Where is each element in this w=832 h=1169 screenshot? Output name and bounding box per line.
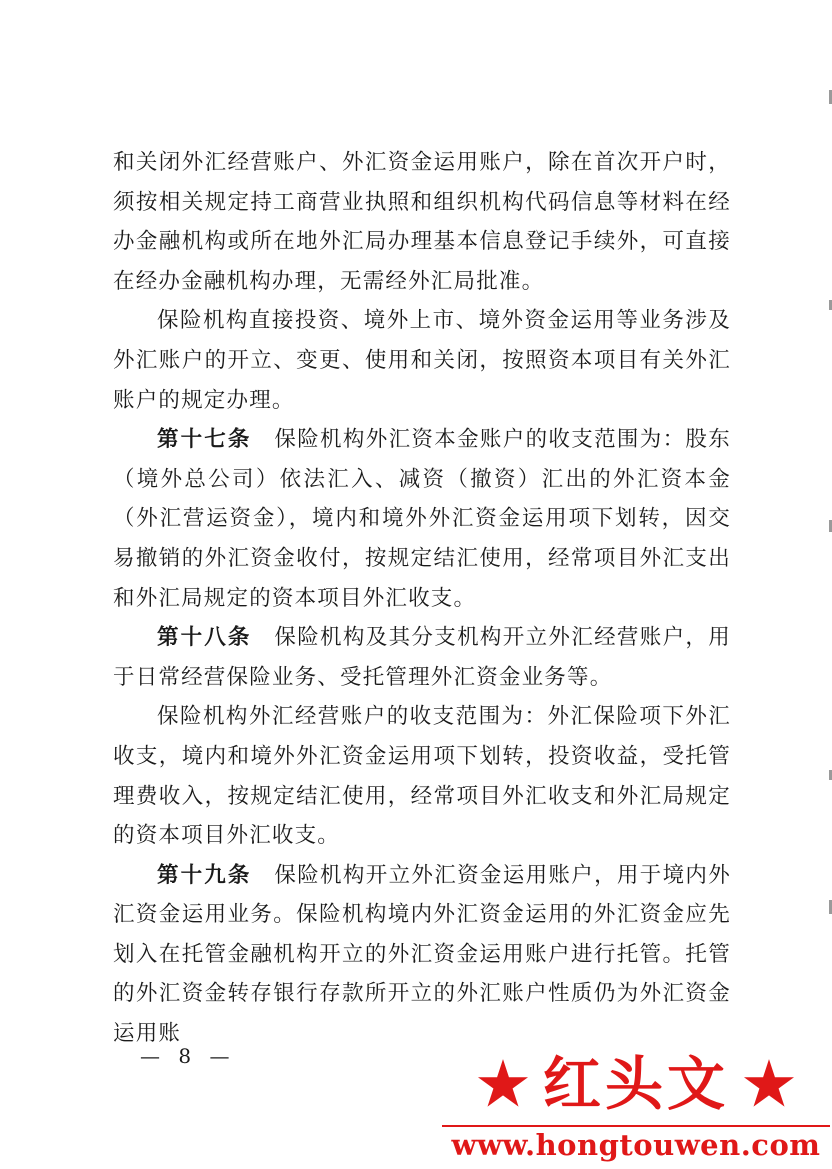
paragraph-5 (113, 697, 731, 855)
watermark (440, 1046, 832, 1169)
article-17 (113, 420, 731, 618)
article-heading: 第十七条 (157, 427, 252, 453)
article-18 (113, 618, 731, 697)
watermark-title (440, 1046, 832, 1122)
paragraph-text: 保险机构直接投资、境外上市、境外资金运用等业务涉及外汇账户的开立、变更、使用和关闭，按照资本项目有关外汇账户的规定办理。 (113, 308, 731, 413)
article-heading: 第十九条 (157, 862, 252, 888)
paragraph-1 (113, 143, 731, 301)
watermark-url: www.hongtouwen.com (451, 1128, 821, 1162)
paragraph-text: 保险机构及其分支机构开立外汇经营账户，用于日常经营保险业务、受托管理外汇资金业务等。 (113, 625, 731, 690)
watermark-divider (442, 1125, 830, 1127)
paragraph-text: 保险机构外汇资本金账户的收支范围为：股东（境外总公司）依法汇入、减资（撤资）汇出的外汇资本金（外汇营运资金），境内和境外外汇资金运用项下划转，因交易撤销的外汇资金收付，按规定结汇使用，经常项目外汇支出和外汇局规定的资本项目外汇收支。 (113, 427, 731, 611)
page-number: — 8 — (140, 1044, 236, 1068)
paragraph-text: 和关闭外汇经营账户、外汇资金运用账户，除在首次开户时，须按相关规定持工商营业执照和组织机构代码信息等材料在经办金融机构或所在地外汇局办理基本信息登记手续外，可直接在经办金融机构办理，无需经外汇局批准。 (113, 150, 731, 294)
paragraph-text: 保险机构开立外汇资金运用账户，用于境内外汇资金运用业务。保险机构境内外汇资金运用的外汇资金应先划入在托管金融机构开立的外汇资金运用账户进行托管。托管的外汇资金转存银行存款所开立的外汇账户性质仍为外汇资金运用账 (113, 862, 731, 1047)
document-body (113, 143, 731, 1054)
article-19 (113, 856, 731, 1054)
article-heading: 第十八条 (157, 625, 252, 651)
paragraph-text: 保险机构外汇经营账户的收支范围为：外汇保险项下外汇收支，境内和境外外汇资金运用项下划转，投资收益，受托管理费收入，按规定结汇使用，经常项目外汇收支和外汇局规定的资本项目外汇收支。 (113, 704, 731, 849)
watermark-name: 红头文 (542, 1050, 729, 1118)
paragraph-2 (113, 301, 731, 420)
star-icon: ★ (476, 1050, 529, 1118)
star-icon: ★ (743, 1050, 795, 1118)
